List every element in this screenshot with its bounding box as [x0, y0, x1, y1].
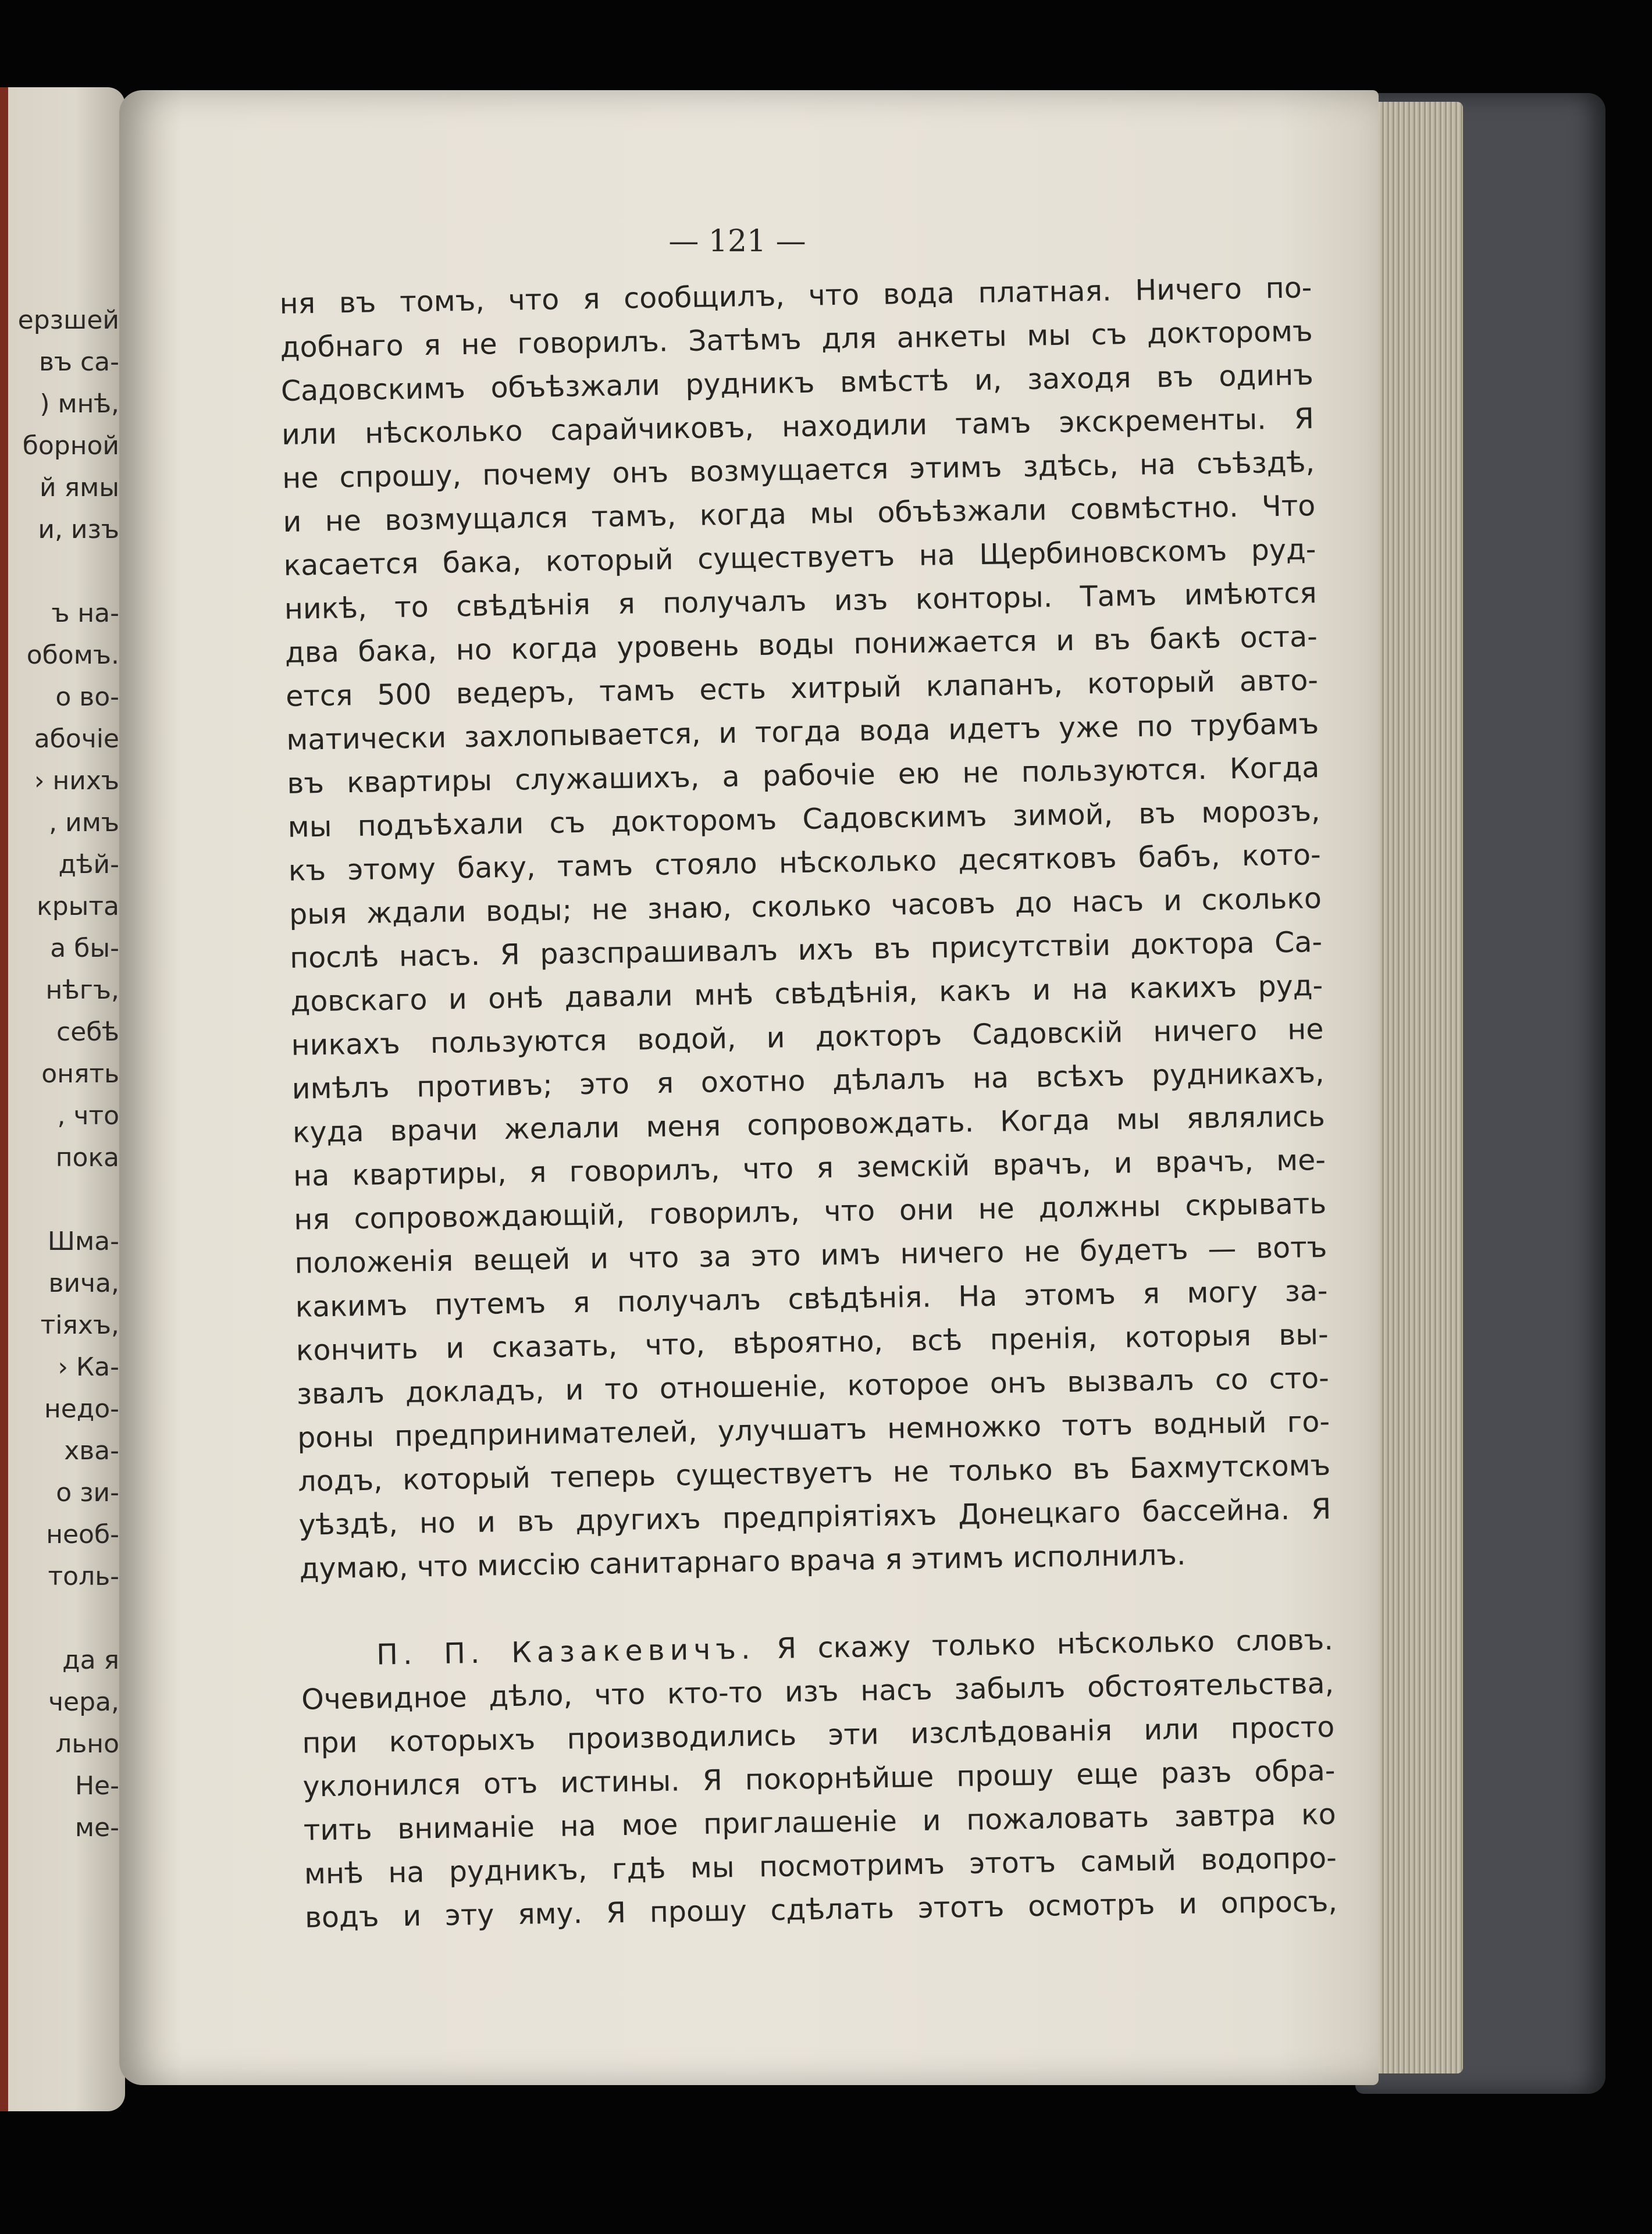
text-line: водъ и эту яму. Я прошу сдѣлать этотъ осмотръ и опросъ, — [304, 1884, 1338, 1934]
speaker-name: П. П. Казакевичъ. — [376, 1632, 756, 1672]
text-line: уѣздѣ, но и въ другихъ предпріятіяхъ Донецкаго бассейна. Я — [298, 1492, 1331, 1542]
text-line: и не возмущался тамъ, когда мы объѣзжали совмѣстно. Что — [283, 489, 1316, 539]
text-line: имѣлъ противъ; это я охотно дѣлалъ на всѣхъ рудникахъ, — [291, 1056, 1325, 1106]
text-line: лодъ, который теперь существуетъ не только въ Бахмутскомъ — [297, 1448, 1331, 1498]
text-line: звалъ докладъ, и то отношеніе, которое онъ вызвалъ со сто- — [296, 1361, 1330, 1411]
page-number: — 121 — — [668, 224, 806, 259]
previous-page-line: обомъ. — [26, 640, 119, 670]
text-line: два бака, но когда уровень воды понижается и въ бакѣ оста- — [284, 620, 1318, 669]
previous-page-line: тіяхъ, — [40, 1310, 119, 1340]
text-line: довскаго и онѣ давали мнѣ свѣдѣнія, какъ и на какихъ руд- — [290, 968, 1323, 1018]
previous-page-line: › нихъ — [34, 766, 119, 796]
previous-page-line: о зи- — [56, 1478, 119, 1508]
previous-page-line: толь- — [48, 1562, 119, 1591]
text-line: куда врачи желали меня сопровождать. Когда мы являлись — [292, 1099, 1326, 1149]
previous-page-line: нѣгъ, — [45, 975, 119, 1005]
speaker-opening: Я скажу только нѣсколько словъ. — [776, 1623, 1334, 1665]
text-line: какимъ путемъ я получалъ свѣдѣнія. На этомъ я могу за- — [295, 1274, 1328, 1324]
text-line: положенія вещей и что за это имъ ничего не будетъ — вотъ — [294, 1230, 1327, 1280]
previous-page-line: а бы- — [50, 933, 119, 963]
text-line: къ этому баку, тамъ стояло нѣсколько десятковъ бабъ, кото- — [288, 838, 1322, 888]
text-line: Садовскимъ объѣзжали рудникъ вмѣстѣ и, заходя въ одинъ — [280, 358, 1314, 408]
page-text — [279, 266, 1338, 1940]
previous-page-line: ) мнѣ, — [40, 389, 119, 419]
previous-page-line: себѣ — [56, 1017, 119, 1047]
text-line: ется 500 ведеръ, тамъ есть хитрый клапанъ, который авто- — [285, 664, 1319, 713]
previous-page-line: необ- — [46, 1520, 119, 1549]
previous-page-line: крыта — [37, 892, 119, 921]
text-line: или нѣсколько сарайчиковъ, находили тамъ экскременты. Я — [281, 402, 1315, 451]
text-line: матически захлопывается, и тогда вода идетъ уже по трубамъ — [286, 707, 1319, 757]
previous-page-line: ерзшей — [17, 305, 119, 335]
previous-page-line: хва- — [64, 1436, 119, 1466]
text-line: Очевидное дѣло, что кто-то изъ насъ забылъ обстоятельства, — [301, 1666, 1334, 1716]
previous-page-line: ъ на- — [51, 598, 119, 628]
previous-page — [0, 87, 125, 2111]
previous-page-line: › Ка- — [58, 1352, 119, 1382]
previous-page-line: й ямы — [40, 473, 119, 503]
previous-page-line: , что — [57, 1101, 119, 1131]
previous-page-line: дѣй- — [58, 850, 119, 879]
previous-page-line: борной — [22, 431, 119, 461]
text-line: роны предпринимателей, улучшатъ немножко тотъ водный го- — [297, 1405, 1330, 1455]
previous-page-line: льно — [55, 1729, 119, 1759]
previous-page-text — [0, 300, 119, 1849]
text-line: рыя ждали воды; не знаю, сколько часовъ до насъ и сколько — [289, 881, 1322, 931]
text-line: послѣ насъ. Я разспрашивалъ ихъ въ присутствіи доктора Са- — [289, 925, 1323, 975]
previous-page-line: абочіе — [34, 724, 119, 754]
text-line: не спрошу, почему онъ возмущается этимъ здѣсь, на съѣздѣ, — [282, 446, 1315, 495]
previous-page-line: вича, — [48, 1269, 119, 1298]
previous-page-line: да я — [62, 1645, 119, 1675]
previous-page-line: о во- — [55, 682, 119, 712]
previous-page-line: ме- — [74, 1813, 119, 1843]
text-line: никѣ, то свѣдѣнія я получалъ изъ конторы. Тамъ имѣются — [284, 576, 1318, 626]
text-line: ня сопровождающій, говорилъ, что они не должны скрывать — [293, 1187, 1327, 1237]
paragraph-1 — [279, 266, 1332, 1591]
previous-page-line — [0, 551, 119, 593]
text-line: на квартиры, я говорилъ, что я земскій врачъ, и врачъ, ме- — [293, 1143, 1326, 1193]
previous-page-line: въ са- — [38, 347, 119, 377]
text-line: касается бака, который существуетъ на Щербиновскомъ руд- — [283, 533, 1316, 582]
text-line: уклонился отъ истины. Я покорнѣйше прошу еще разъ обра- — [302, 1754, 1336, 1804]
previous-page-line: , имъ — [49, 808, 119, 838]
text-line: никахъ пользуются водой, и докторъ Садовскій ничего не — [291, 1012, 1324, 1062]
previous-page-line — [0, 1179, 119, 1221]
paragraph-2 — [301, 1662, 1338, 1940]
previous-page-line: онять — [41, 1059, 119, 1089]
text-line: ня въ томъ, что я сообщилъ, что вода платная. Ничего по- — [279, 271, 1312, 320]
text-line: мы подъѣхали съ докторомъ Садовскимъ зимой, въ морозъ, — [287, 794, 1320, 844]
current-page — [119, 90, 1379, 2085]
text-line: добнаго я не говорилъ. Затѣмъ для анкеты мы съ докторомъ — [280, 315, 1313, 364]
text-line: при которыхъ производились эти изслѣдованія или просто — [302, 1710, 1335, 1760]
previous-page-line: пока — [55, 1143, 119, 1173]
text-line: въ квартиры служашихъ, а рабочіе ею не пользуются. Когда — [287, 751, 1320, 800]
text-line: кончить и сказать, что, вѣроятно, всѣ пренія, которыя вы- — [295, 1317, 1329, 1367]
text-line: мнѣ на рудникъ, гдѣ мы посмотримъ этотъ самый водопро- — [304, 1841, 1337, 1891]
previous-page-line: Не- — [74, 1771, 119, 1801]
previous-page-line — [0, 1598, 119, 1640]
text-line: думаю, что миссію санитарнаго врача я этимъ исполнилъ. — [299, 1538, 1186, 1585]
page-edges — [1370, 102, 1463, 2073]
previous-page-line: и, изъ — [38, 515, 119, 544]
previous-page-line: Шма- — [47, 1227, 119, 1256]
previous-page-line: недо- — [44, 1394, 119, 1424]
previous-page-line: чера, — [48, 1687, 119, 1717]
text-line: тить вниманіе на мое приглашеніе и пожаловать завтра ко — [303, 1797, 1337, 1847]
